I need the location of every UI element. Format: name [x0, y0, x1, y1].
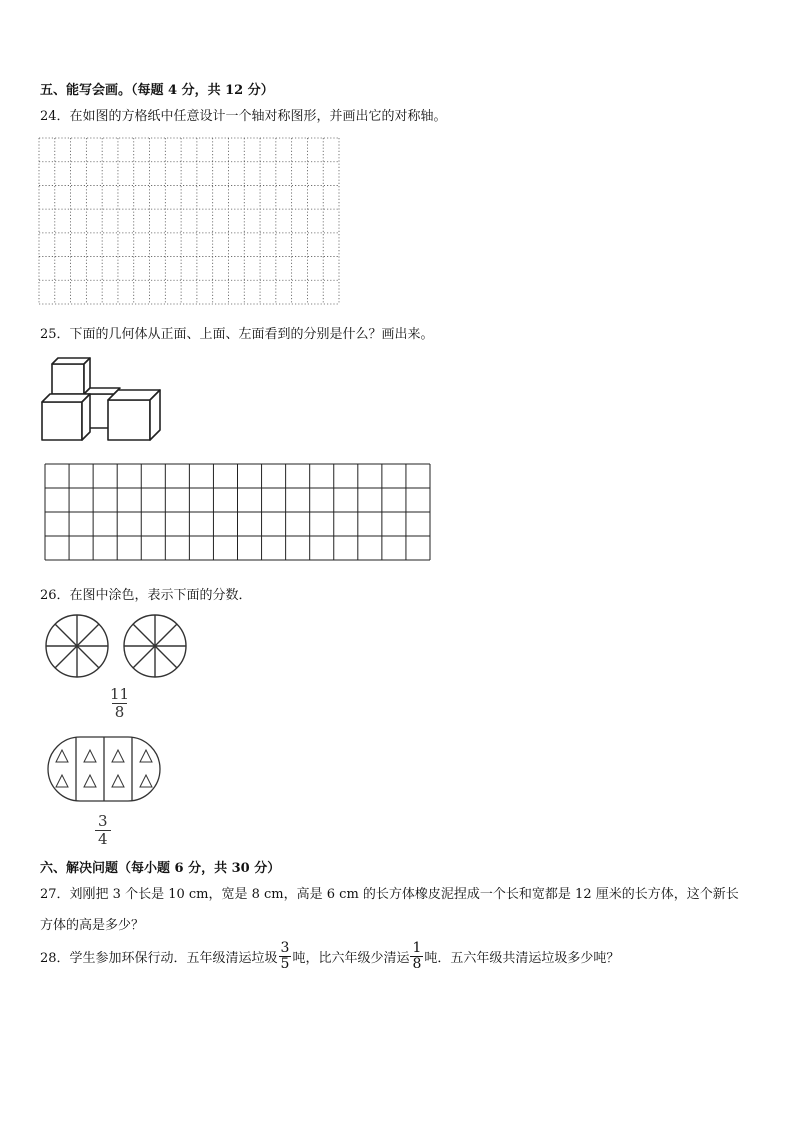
- triangle-shape: [112, 775, 124, 787]
- fraction-numerator: 3: [98, 812, 108, 830]
- fraction-numerator: 11: [110, 685, 130, 703]
- question-28-part-2: 吨，比六年级少清运: [292, 950, 410, 966]
- question-24-text: 24．在如图的方格纸中任意设计一个轴对称图形，并画出它的对称轴。: [40, 109, 447, 124]
- question-28: [40, 941, 619, 971]
- fraction-denominator: 4: [95, 830, 111, 848]
- fraction-eleven-eighths: [110, 686, 129, 722]
- triangle-shape: [140, 775, 152, 787]
- fraction-one-eighth: [410, 941, 423, 971]
- triangle-shape: [112, 750, 124, 762]
- triangle-shape: [140, 750, 152, 762]
- answer-grid: [44, 463, 432, 563]
- fraction-denominator: 8: [412, 955, 422, 972]
- triangle-shape: [84, 775, 96, 787]
- eighths-circles: [40, 612, 202, 682]
- question-28-part-3: 吨．五六年级共清运垃圾多少吨？: [424, 950, 620, 966]
- section-5-heading: 五、能写会画。（每题 4 分，共 12 分）: [40, 83, 274, 98]
- triangle-shape: [56, 750, 68, 762]
- question-27-line-2: 方体的高是多少？: [40, 918, 145, 933]
- question-27-line-1: 27．刘刚把 3 个长是 10 cm，宽是 8 cm，高是 6 cm 的长方体橡皮泥捏成一个长和宽都是 12 厘米的长方体，这个新长: [40, 887, 739, 902]
- fraction-three-quarters: [95, 813, 111, 849]
- fraction-denominator: 8: [112, 703, 128, 721]
- fraction-three-fifths: [279, 941, 292, 971]
- question-26-text: 26．在图中涂色，表示下面的分数．: [40, 588, 252, 603]
- question-28-part-1: 28．学生参加环保行动．五年级清运垃圾: [40, 950, 278, 966]
- triangles-oval-figure: [46, 734, 164, 806]
- triangle-shape: [56, 775, 68, 787]
- question-25-text: 25．下面的几何体从正面、上面、左面看到的分别是什么？画出来。: [40, 327, 434, 342]
- section-6-heading: 六、解决问题（每小题 6 分，共 30 分）: [40, 861, 281, 876]
- cube-solid-figure: [38, 352, 164, 444]
- fraction-numerator: 3: [280, 940, 290, 956]
- triangle-shape: [84, 750, 96, 762]
- fraction-denominator: 5: [280, 955, 290, 972]
- dotted-grid-paper: [38, 137, 340, 305]
- fraction-numerator: 1: [412, 940, 422, 956]
